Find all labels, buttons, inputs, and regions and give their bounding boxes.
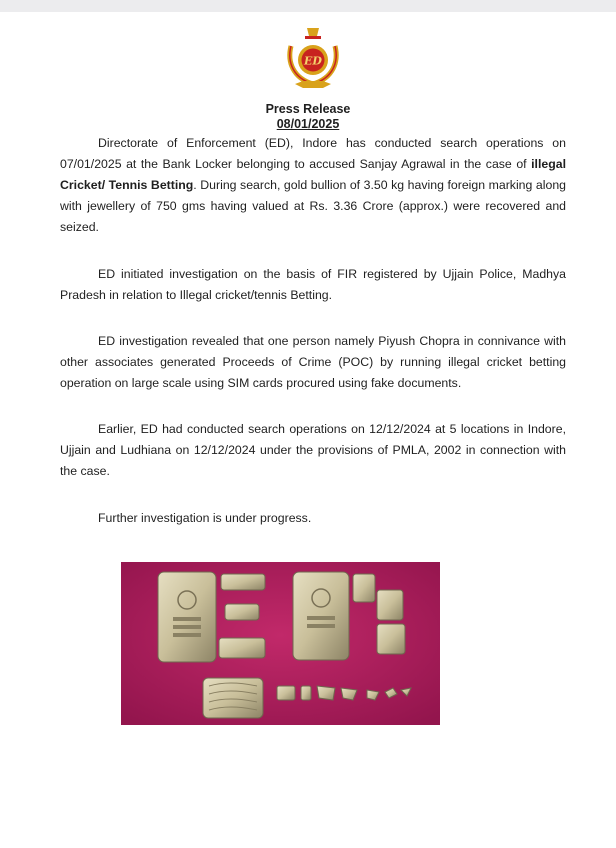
- bold-case-name: illegal Cricket/ Tennis Betting: [60, 157, 566, 192]
- paragraph-investigation-findings: ED investigation revealed that one person namely Piyush Chopra in connivance with other associates generated Proceeds of Crime (POC) by running illegal cricket betting operation on large scale using SIM cards procured using fake documents.: [60, 334, 566, 390]
- paragraph-search-operations: Directorate of Enforcement (ED), Indore has conducted search operations on 07/01/2025 at the Bank Locker belonging to accused Sanjay Agrawal in the case of illegal Cricket/ Tennis Betting. During search, gold bullion of 3.50 kg having foreign marking along with jewellery of 750 gms having valued at Rs. 3.36 Crore (approx.) were recovered and seized.: [60, 136, 566, 234]
- paragraph-investigation-basis: ED initiated investigation on the basis of FIR registered by Ujjain Police, Madhya Pradesh in relation to Illegal cricket/tennis Betting.: [60, 267, 566, 302]
- seized-gold-photo: [121, 562, 440, 725]
- page-title: Press Release: [265, 102, 351, 116]
- svg-text:ED: ED: [304, 54, 322, 68]
- release-date: 08/01/2025: [276, 117, 340, 131]
- paragraph-further-investigation: Further investigation is under progress.: [98, 511, 312, 525]
- top-bar: [0, 0, 616, 12]
- enforcement-directorate-emblem-icon: [281, 24, 345, 92]
- paragraph-earlier-searches: Earlier, ED had conducted search operations on 12/12/2024 at 5 locations in Indore, Ujjain and Ludhiana on 12/12/2024 under the provisions of PMLA, 2002 in connection with the case.: [60, 422, 566, 478]
